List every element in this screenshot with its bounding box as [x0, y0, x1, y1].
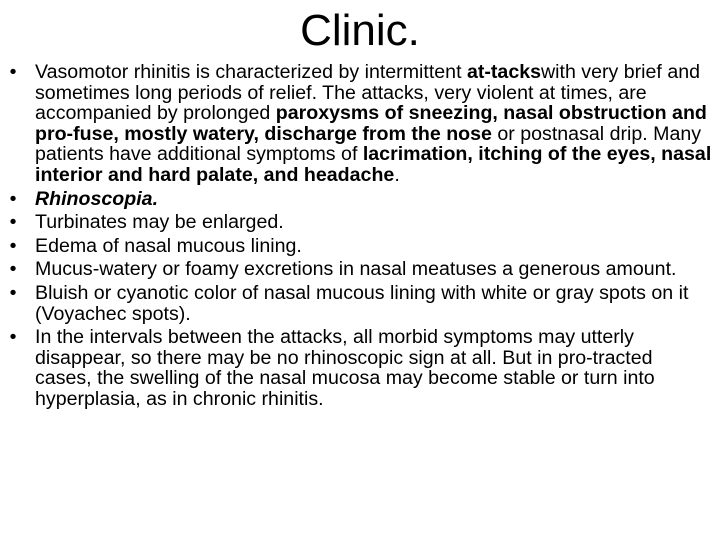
bullet-text: Edema of nasal mucous lining. [35, 234, 302, 257]
bullet-marker: • [9, 281, 17, 304]
bullet-text: Mucus-watery or foamy excretions in nasal meatuses a generous amount. [35, 258, 677, 281]
bullet-marker: • [9, 187, 17, 210]
bullet-text-segment: with very brief and sometimes long periods of relief. The attacks, very violent at times, are accompanied by prolonged [35, 61, 701, 125]
bullet-marker: • [9, 234, 17, 257]
slide-title: Clinic. [300, 6, 420, 55]
bullet-marker: • [9, 326, 17, 349]
bullet-text-segment: . [394, 163, 400, 186]
bullet-marker: • [9, 258, 17, 281]
bullet-item-rhinoscopia [6, 189, 712, 210]
bullet-marker: • [9, 211, 17, 234]
bullet-item-mucus [6, 259, 712, 280]
bullet-text-bold: lacrimation, itching of the eyes, nasal interior and hard palate, and headache [35, 143, 712, 186]
bullet-item-intervals [6, 327, 712, 409]
bullet-marker: • [9, 61, 17, 83]
bullet-item-edema [6, 236, 712, 257]
bullet-text-segment: Vasomotor rhinitis is characterized by intermittent [35, 61, 467, 83]
bullet-text-bold: paroxysms of sneezing, nasal obstruction and pro-fuse, mostly watery, discharge from the nose [35, 102, 707, 145]
bullet-list [6, 62, 712, 413]
bullet-text-segment: or postnasal drip. Many patients have additional symptoms of [35, 122, 702, 166]
bullet-item-color [6, 283, 712, 324]
bullet-text-bold: at-tacks [466, 61, 542, 83]
bullet-item-description [6, 62, 712, 186]
bullet-text-heading: Rhinoscopia. [35, 187, 159, 210]
bullet-text: Turbinates may be enlarged. [35, 211, 284, 234]
bullet-item-turbinates [6, 212, 712, 233]
bullet-text: In the intervals between the attacks, all morbid symptoms may utterly disappear, so there may be no rhinoscopic sign at all. But in pro-tracted cases, the swelling of the nasal mucosa may become stable or turn into hyperplasia, as in chronic rhinitis. [35, 326, 655, 410]
bullet-text: Bluish or cyanotic color of nasal mucous lining with white or gray spots on it (Voyachec spots). [35, 281, 689, 325]
